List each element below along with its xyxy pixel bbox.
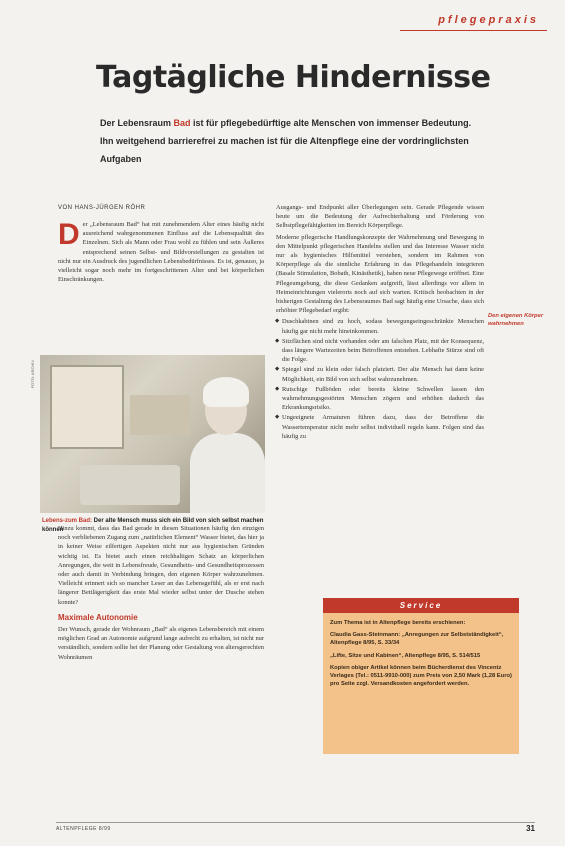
- footer-publication: ALTENPFLEGE 8/99: [56, 826, 111, 832]
- service-title: Service: [323, 598, 519, 613]
- service-item: Claudia Gass-Steinmann: „Anregungen zur Selbstständigkeit“, Altenpflege 8/95, S. 33/34: [330, 632, 504, 647]
- list-item: ◆ Duschkabinen sind zu hoch, sodass bewegungseingeschränkte Menschen häufig gar nicht mehr hineinkommen.: [276, 317, 484, 335]
- lead-pre: Der Lebensraum: [100, 118, 174, 128]
- service-box: [323, 598, 519, 754]
- lead-post: ist für pflegebedürftige alte Menschen von immenser Bedeutung. Ihn weitgehend barrierefrei zu machen ist für die Altenpflege eine der vordringlichsten Aufgaben: [100, 118, 472, 164]
- drop-cap: D: [58, 218, 80, 251]
- photo-person-body: [190, 433, 265, 513]
- article-photo: [40, 355, 265, 513]
- lead-highlight: Bad: [173, 118, 191, 128]
- body-paragraph: Ausgangs- und Endpunkt aller Überlegungen sein. Gerade Pflegende wissen heute um die Bedeutung der Aufrechterhaltung und Förderung von Selbstpflegefähigkeiten im Bereich Körperpflege.: [276, 204, 484, 230]
- column-left-bottom: [58, 524, 264, 664]
- intro-text: er „Lebensraum Bad“ hat mit zunehmendem Alter eines häufig nicht ausreichend wahrgenommenen Einfluss auf die Lebensqualität des Einzelnen. Sich als Mann oder Frau wohl zu fühlen und sein Äußeres entsprechend seinen Selbst- und Bildvorstellungen zu gestalten ist nicht nur ein Ausdruck des jugendlichen Lebensbedürfnisses. Es ist, genauso, ja vielleicht sogar noch mehr im fortgeschrittenen Alter und bei körperlichen Einschränkungen.: [58, 221, 264, 284]
- subhead: Maximale Autonomie: [58, 612, 138, 622]
- body-paragraph: Der Wunsch, gerade der Wohnraum „Bad“ als eigenes Lebensbereich mit einem möglichen Grad an Autonomie aufgrund lange aufrecht zu erhalten, ist nicht nur verständlich, sondern sollte bei der Planung oder Gestaltung von altersgerechten Wohnräumen: [58, 626, 264, 661]
- page-number: 31: [526, 824, 535, 833]
- column-left-top: [58, 220, 264, 286]
- column-right: [276, 203, 484, 442]
- body-paragraph: Hinzu kommt, dass das Bad gerade in diesen Situationen häufig den einzigen noch verbliebenen Zugang zum „natürlichen Element“ Wasser bietet, das hier ja in keiner Weise eilfertigen Aspekten nicht nur aus hygienischen Gründen wichtig ist. Es bietet auch einen reichhaltigen Schatz an körperlichen Anregungen, die weit in Lebensfreude, Gesundheits- und Gesundheitsprozessen oder auch damit in Verbindung bringen, den eigenen Körper wahrzunehmen. Vielleicht erinnert sich so mancher Leser an das Lebensgefühl, als er erst nach längerer Bettlägerigkeit das erste Mal wieder selbst unter der Dusche stehen konnte?: [58, 525, 264, 606]
- intro-paragraph: [58, 220, 264, 284]
- problem-list: [276, 317, 484, 441]
- photo-mirror: [50, 365, 124, 449]
- byline: VON HANS-JÜRGEN RÖHR: [58, 205, 146, 211]
- service-note: Kopien obiger Artikel können beim Bücherdienst des Vincentz Verlages (Tel.: 0511-9910-000) zum Preis von 2,50 Mark (1,28 Euro) pro Seite zzgl. Versandkosten angefordert werden.: [330, 664, 512, 688]
- service-item: „Lifte, Sitze und Kabinen“, Altenpflege 8/95, S. 514/515: [330, 652, 481, 659]
- list-item: ◆ Sitzflächen sind nicht vorhanden oder am falschen Platz, mit der Konsequenz, dass längere Wartezeiten beim Betroffenen entstehen. Lebhafte Stürze sind oft die Folge.: [276, 337, 484, 365]
- service-body: [323, 613, 519, 698]
- margin-note: Den eigenen Körper wahrnehmen: [488, 313, 544, 327]
- section-tag-rule: [400, 30, 547, 31]
- photo-credit: FOTO: ARCHIV: [30, 360, 35, 389]
- caption-text: Der alte Mensch muss sich ein Bild von sich selbst machen können: [42, 518, 264, 533]
- photo-person-hair: [203, 377, 249, 407]
- lead-text: [100, 114, 480, 168]
- section-tag: pflegepraxis: [438, 14, 539, 26]
- photo-shelf: [130, 395, 190, 435]
- caption-label: Lebens-zum Bad:: [42, 518, 93, 524]
- service-intro: Zum Thema ist in Altenpflege bereits erschienen:: [330, 620, 466, 626]
- body-paragraph: Moderne pflegerische Handlungskonzepte der Wahrnehmung und Bewegung in den Mittelpunkt pflegerischen Handelns stellen und das Interesse Wasser nicht nur als hygienisches Hilfsmittel verstehen, sondern im Rahmen von Körperpflege als die sinnliche Erfahrung in das Pflegehandeln integrieren (Basale Stimulation, Bobath, Kinästhetik), haben neue Pflegewege eröffnet. Eine Pflegeumgebung, die diese Gedanken aufgreift, lässt allerdings vor allem in Heimeinrichtungen vielerorts noch auf sich warten. Kritisch beobachten in der bisherigen Gestaltung des Lebensraumes Bad sagt häufig eine Ursache, dass sich erhöhter Pflegebedarf ergibt:: [276, 233, 484, 315]
- photo-sink: [80, 465, 180, 505]
- list-item: ◆ Ungeeignete Armaturen führen dazu, dass der Betroffene die Wassertemperatur nicht mehr selbst individuell regeln kann. Folgen sind das häufig zu: [276, 413, 484, 441]
- headline: Tagtägliche Hindernisse: [96, 60, 491, 95]
- list-item: ◆ Spiegel sind zu klein oder falsch platziert. Der alte Mensch hat dann keine Möglichkeit, ein Bild von sich selbst wahrzunehmen.: [276, 365, 484, 383]
- footer-rule: [56, 822, 535, 823]
- list-item: ◆ Rutschige Fußböden oder bereits kleine Schwellen lassen den wahrnehmungsgestörten Menschen zögern und erhöhen dadurch das Erkrankungsrisiko.: [276, 385, 484, 413]
